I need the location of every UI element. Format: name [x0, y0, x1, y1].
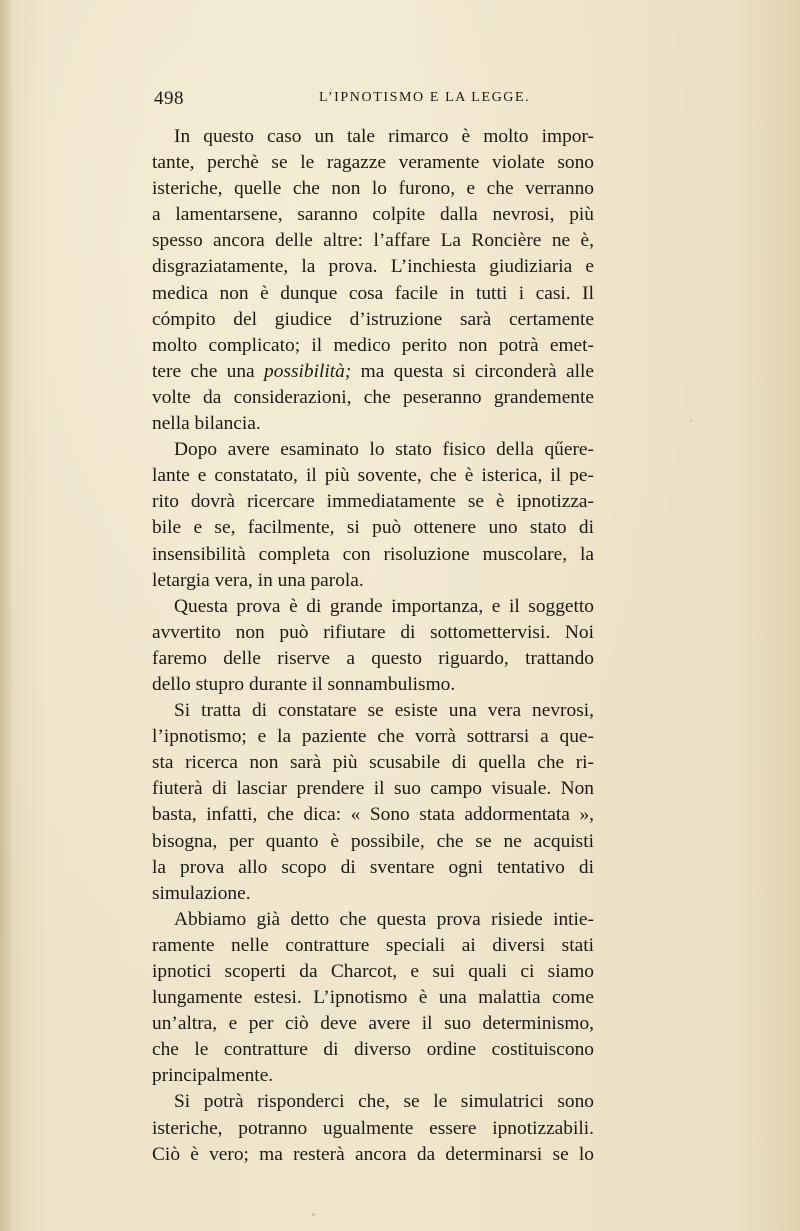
- text-line: [152, 907, 594, 933]
- text-line: [152, 750, 594, 776]
- body-text: [152, 124, 594, 1168]
- text-line: [152, 385, 594, 411]
- text-segment: bile e se, facilmente, si può ottenere uno stato di: [152, 517, 594, 539]
- text-line: [152, 489, 594, 515]
- text-line: [152, 802, 594, 828]
- text-line: [152, 437, 594, 463]
- text-segment: rito dovrà ricercare immediatamente se è ipnotizza-: [152, 491, 594, 513]
- text-line: [152, 933, 594, 959]
- text-line: [152, 463, 594, 489]
- text-segment: Questa prova è di grande importanza, e il soggetto: [174, 595, 594, 617]
- text-line: [152, 724, 594, 750]
- text-segment: l’ipnotismo; e la paziente che vorrà sottrarsi a que-: [152, 726, 594, 748]
- text-line: [152, 202, 594, 228]
- text-line: [152, 411, 594, 437]
- text-segment: bisogna, per quanto è possibile, che se ne acquisti: [152, 830, 594, 852]
- text-segment: cómpito del giudice d’istruzione sarà certamente: [152, 308, 594, 330]
- text-segment: simulazione.: [152, 882, 251, 904]
- text-segment: In questo caso un tale rimarco è molto impor-: [174, 126, 594, 147]
- text-line: [152, 176, 594, 202]
- text-line: [152, 829, 594, 855]
- text-line: [152, 881, 594, 907]
- page-header: [154, 88, 576, 110]
- text-segment: spesso ancora delle altre: l’affare La Roncière ne è,: [152, 230, 594, 252]
- text-segment: sta ricerca non sarà più scusabile di quella che ri-: [152, 752, 594, 774]
- text-segment: insensibilità completa con risoluzione muscolare, la: [152, 543, 594, 565]
- text-segment: avvertito non può rifiutare di sottomettervisi. Noi: [152, 621, 594, 643]
- running-title: L’IPNOTISMO E LA LEGGE.: [319, 90, 531, 105]
- text-line: [152, 959, 594, 985]
- italic-text-segment: possibilità;: [264, 360, 352, 382]
- text-line: [152, 254, 594, 280]
- page-edge-shadow: [0, 0, 14, 1231]
- text-segment: dello stupro durante il sonnambulismo.: [152, 673, 456, 695]
- text-segment: fiuterà di lasciar prendere il suo campo visuale. Non: [152, 778, 594, 800]
- text-segment: lante e constatato, il più sovente, che è isterica, il pe-: [152, 465, 594, 487]
- text-segment: la prova allo scopo di sventare ogni tentativo di: [152, 856, 594, 878]
- text-segment: medica non è dunque cosa facile in tutti i casi. Il: [152, 282, 594, 304]
- text-segment: isteriche, quelle che non lo furono, e che verranno: [152, 178, 594, 200]
- text-segment: che le contratture di diverso ordine costituiscono: [152, 1039, 594, 1061]
- text-line: [152, 542, 594, 568]
- text-line: [152, 672, 594, 698]
- text-segment: isteriche, potranno ugualmente essere ipnotizzabili.: [152, 1117, 594, 1139]
- text-line: [152, 307, 594, 333]
- text-line: [152, 985, 594, 1011]
- text-line: [152, 776, 594, 802]
- text-segment: ma questa si circonderà alle: [351, 360, 594, 382]
- text-line: [152, 1142, 594, 1168]
- text-segment: faremo delle riserve a questo riguardo, trattando: [152, 647, 594, 669]
- text-line: [152, 620, 594, 646]
- page-number: 498: [154, 88, 184, 109]
- text-segment: Si potrà risponderci che, se le simulatrici sono: [174, 1091, 594, 1113]
- text-line: [152, 594, 594, 620]
- text-segment: Abbiamo già detto che questa prova risiede intie-: [174, 908, 594, 930]
- paper-speck: [312, 1213, 315, 1216]
- paper-speck: [690, 420, 692, 422]
- text-segment: molto complicato; il medico perito non potrà emet-: [152, 334, 594, 356]
- text-line: [152, 281, 594, 307]
- text-segment: Si tratta di constatare se esiste una vera nevrosi,: [174, 700, 594, 722]
- text-segment: tante, perchè se le ragazze veramente violate sono: [152, 152, 594, 174]
- text-segment: disgraziatamente, la prova. L’inchiesta giudiziaria e: [152, 256, 594, 278]
- text-segment: ramente nelle contratture speciali ai diversi stati: [152, 934, 594, 956]
- text-line: [152, 333, 594, 359]
- text-line: [152, 568, 594, 594]
- text-line: [152, 1011, 594, 1037]
- text-line: [152, 646, 594, 672]
- text-segment: Ciò è vero; ma resterà ancora da determinarsi se lo: [152, 1143, 594, 1165]
- text-segment: volte da considerazioni, che peseranno grandemente: [152, 386, 594, 408]
- text-line: [152, 359, 594, 385]
- text-line: [152, 1116, 594, 1142]
- text-segment: lungamente estesi. L’ipnotismo è una malattia come: [152, 987, 594, 1009]
- text-line: [152, 228, 594, 254]
- text-line: [152, 515, 594, 541]
- text-segment: un’altra, e per ciò deve avere il suo determinismo,: [152, 1013, 594, 1035]
- text-line: [152, 150, 594, 176]
- text-segment: ipnotici scoperti da Charcot, e sui quali ci siamo: [152, 961, 594, 982]
- text-segment: letargia vera, in una parola.: [152, 569, 364, 591]
- text-line: [152, 1037, 594, 1063]
- text-segment: a lamentarsene, saranno colpite dalla nevrosi, più: [152, 204, 594, 226]
- text-line: [152, 855, 594, 881]
- text-line: [152, 698, 594, 724]
- text-line: [152, 1063, 594, 1089]
- text-line: [152, 1089, 594, 1115]
- text-segment: principalmente.: [152, 1065, 274, 1087]
- text-segment: Dopo avere esaminato lo stato fisico della qűere-: [174, 439, 594, 461]
- text-segment: basta, infatti, che dica: « Sono stata addormentata »,: [152, 804, 594, 826]
- text-segment: nella bilancia.: [152, 413, 261, 435]
- text-line: [152, 124, 594, 150]
- text-segment: tere che una: [152, 360, 265, 382]
